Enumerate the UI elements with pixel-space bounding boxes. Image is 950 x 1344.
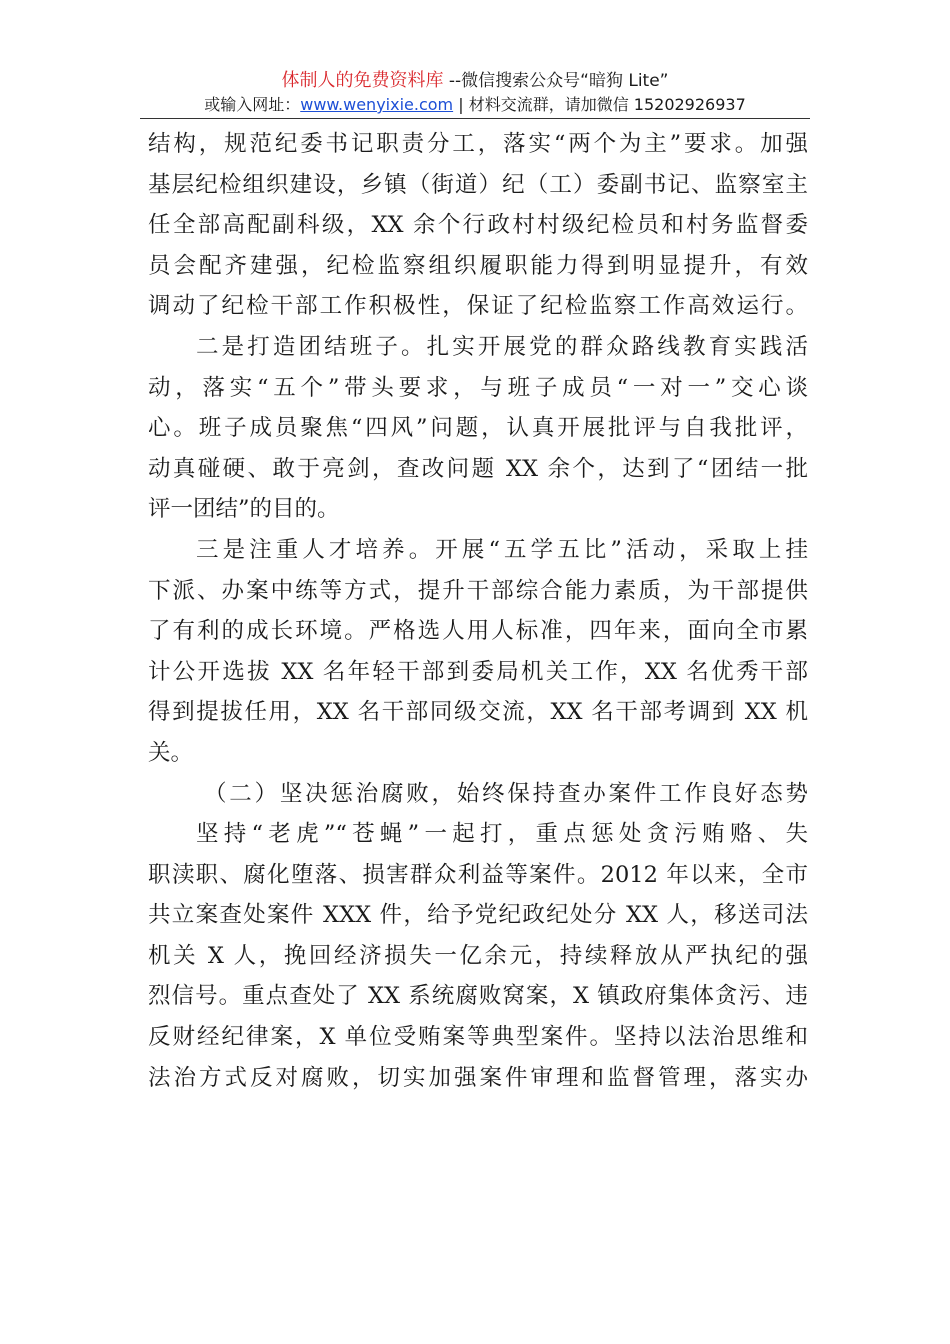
header-line-2 [140, 94, 810, 116]
section-heading: （二）坚决惩治腐败，始终保持查办案件工作良好态势 [204, 780, 808, 807]
body-line: 基层纪检组织建设，乡镇（街道）纪（工）委副书记、监察室主 [148, 171, 808, 198]
body-line: 心。班子成员聚焦“四风”问题，认真开展批评与自我批评， [148, 415, 808, 442]
body-line: 烈信号。重点查处了 XX 系统腐败窝案，X 镇政府集体贪污、违 [148, 983, 808, 1010]
body-line: 计公开选拔 XX 名年轻干部到委局机关工作，XX 名优秀干部 [148, 658, 808, 685]
wechat-note: --微信搜索公众号“暗狗 Lite” [443, 71, 669, 91]
body-line: 调动了纪检干部工作积极性，保证了纪检监察工作高效运行。 [148, 293, 808, 320]
body-line: 得到提拔任用，XX 名干部同级交流，XX 名干部考调到 XX 机 [148, 699, 808, 726]
body-line: 共立案查处案件 XXX 件，给予党纪政纪处分 XX 人，移送司法 [148, 902, 808, 929]
page-header [140, 70, 810, 116]
body-line: 关。 [148, 739, 194, 766]
body-line: 动真碰硬、敢于亮剑，查改问题 XX 余个，达到了“团结一批 [148, 455, 808, 482]
body-line: 反财经纪律案，X 单位受贿案等典型案件。坚持以法治思维和 [148, 1024, 808, 1051]
website-link[interactable]: www.wenyixie.com [300, 95, 454, 114]
body-line: 三是注重人才培养。开展“五学五比”活动，采取上挂 [196, 536, 808, 563]
body-line: 职渎职、腐化堕落、损害群众利益等案件。2012 年以来，全市 [148, 861, 808, 888]
body-line: 二是打造团结班子。扎实开展党的群众路线教育实践活 [196, 333, 808, 360]
body-line: 法治方式反对腐败，切实加强案件审理和监督管理，落实办 [148, 1064, 808, 1091]
body-line: 结构，规范纪委书记职责分工，落实“两个为主”要求。加强 [148, 131, 808, 157]
body-line: 评一团结”的目的。 [148, 496, 340, 523]
body-line: 下派、办案中练等方式，提升干部综合能力素质，为干部提供 [148, 577, 808, 604]
body-line: 动，落实“五个”带头要求，与班子成员“一对一”交心谈 [148, 374, 808, 401]
brand-title[interactable]: 体制人的免费资料库 [281, 70, 444, 91]
url-label: 或输入网址： [204, 95, 301, 114]
document-body [148, 124, 808, 1098]
body-line: 员会配齐建强，纪检监察组织履职能力得到明显提升，有效 [148, 252, 808, 279]
header-divider [140, 118, 810, 119]
body-line: 机关 X 人，挽回经济损失一亿余元，持续释放从严执纪的强 [148, 942, 808, 969]
contact-note: | 材料交流群，请加微信 15202926937 [453, 95, 746, 114]
body-line: 坚持“老虎”“苍蝇”一起打，重点惩处贪污贿赂、失 [196, 821, 808, 848]
body-line: 任全部高配副科级，XX 余个行政村村级纪检员和村务监督委 [148, 212, 808, 239]
body-line: 了有利的成长环境。严格选人用人标准，四年来，面向全市累 [148, 618, 808, 645]
header-line-1 [140, 70, 810, 92]
